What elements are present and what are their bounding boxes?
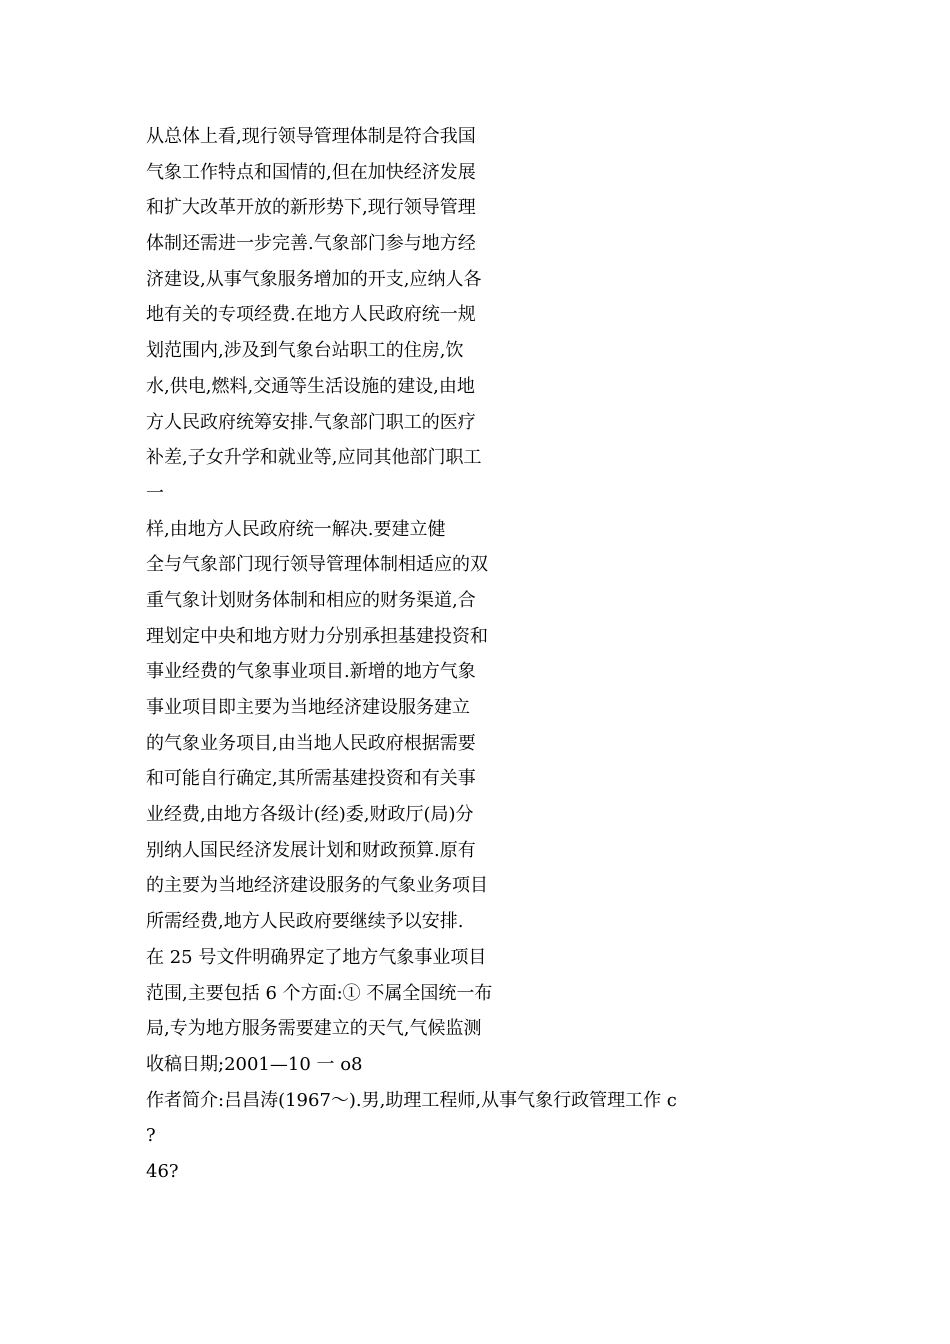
text-line: 事业经费的气象事业项目.新增的地方气象 [146, 661, 476, 683]
page-number: 46? [146, 1160, 179, 1182]
text-line: 的气象业务项目,由当地人民政府根据需要 [146, 732, 476, 754]
author-note: 作者简介:吕昌涛(1967～).男,助理工程师,从事气象行政管理工作 c [146, 1089, 677, 1111]
text-line: 样,由地方人民政府统一解决.要建立健 [146, 518, 446, 540]
text-line: 水,供电,燃料,交通等生活设施的建设,由地 [146, 375, 475, 397]
text-line: 所需经费,地方人民政府要继续予以安排. [146, 911, 464, 933]
text-line: 全与气象部门现行领导管理体制相适应的双 [146, 554, 488, 576]
text-line: 别纳人国民经济发展计划和财政预算.原有 [146, 839, 476, 861]
text-line: 补差,子女升学和就业等,应同其他部门职工 [146, 447, 482, 469]
text-line: 气象工作特点和国情的,但在加快经济发展 [146, 161, 476, 183]
text-line: 在 25 号文件明确界定了地方气象事业项目 [146, 946, 487, 968]
text-line: 局,专为地方服务需要建立的天气,气候监测 [146, 1018, 482, 1040]
text-line: 和可能自行确定,其所需基建投资和有关事 [146, 768, 476, 790]
text-line: 一 [146, 482, 164, 504]
text-line: 业经费,由地方各级计(经)委,财政厅(局)分 [146, 804, 474, 826]
text-line: 理划定中央和地方财力分别承担基建投资和 [146, 625, 488, 647]
text-line: 地有关的专项经费.在地方人民政府统一规 [146, 304, 476, 326]
document-body [146, 119, 746, 1190]
text-line: 方人民政府统筹安排.气象部门职工的医疗 [146, 411, 476, 433]
text-line: 范围,主要包括 6 个方面:① 不属全国统一布 [146, 982, 493, 1004]
received-date: 收稿日期;2001—10 一 o8 [146, 1053, 363, 1075]
text-line: 事业项目即主要为当地经济建设服务建立 [146, 697, 470, 718]
text-line: 体制还需进一步完善.气象部门参与地方经 [146, 233, 476, 255]
text-line: 和扩大改革开放的新形势下,现行领导管理 [146, 197, 476, 219]
text-line: 济建设,从事气象服务增加的开支,应纳人各 [146, 268, 482, 290]
text-line: ? [146, 1125, 156, 1147]
text-line: 划范围内,涉及到气象台站职工的住房,饮 [146, 340, 464, 362]
text-line: 的主要为当地经济建设服务的气象业务项目 [146, 875, 488, 897]
text-line: 从总体上看,现行领导管理体制是符合我国 [146, 126, 476, 147]
text-line: 重气象计划财务体制和相应的财务渠道,合 [146, 589, 476, 611]
